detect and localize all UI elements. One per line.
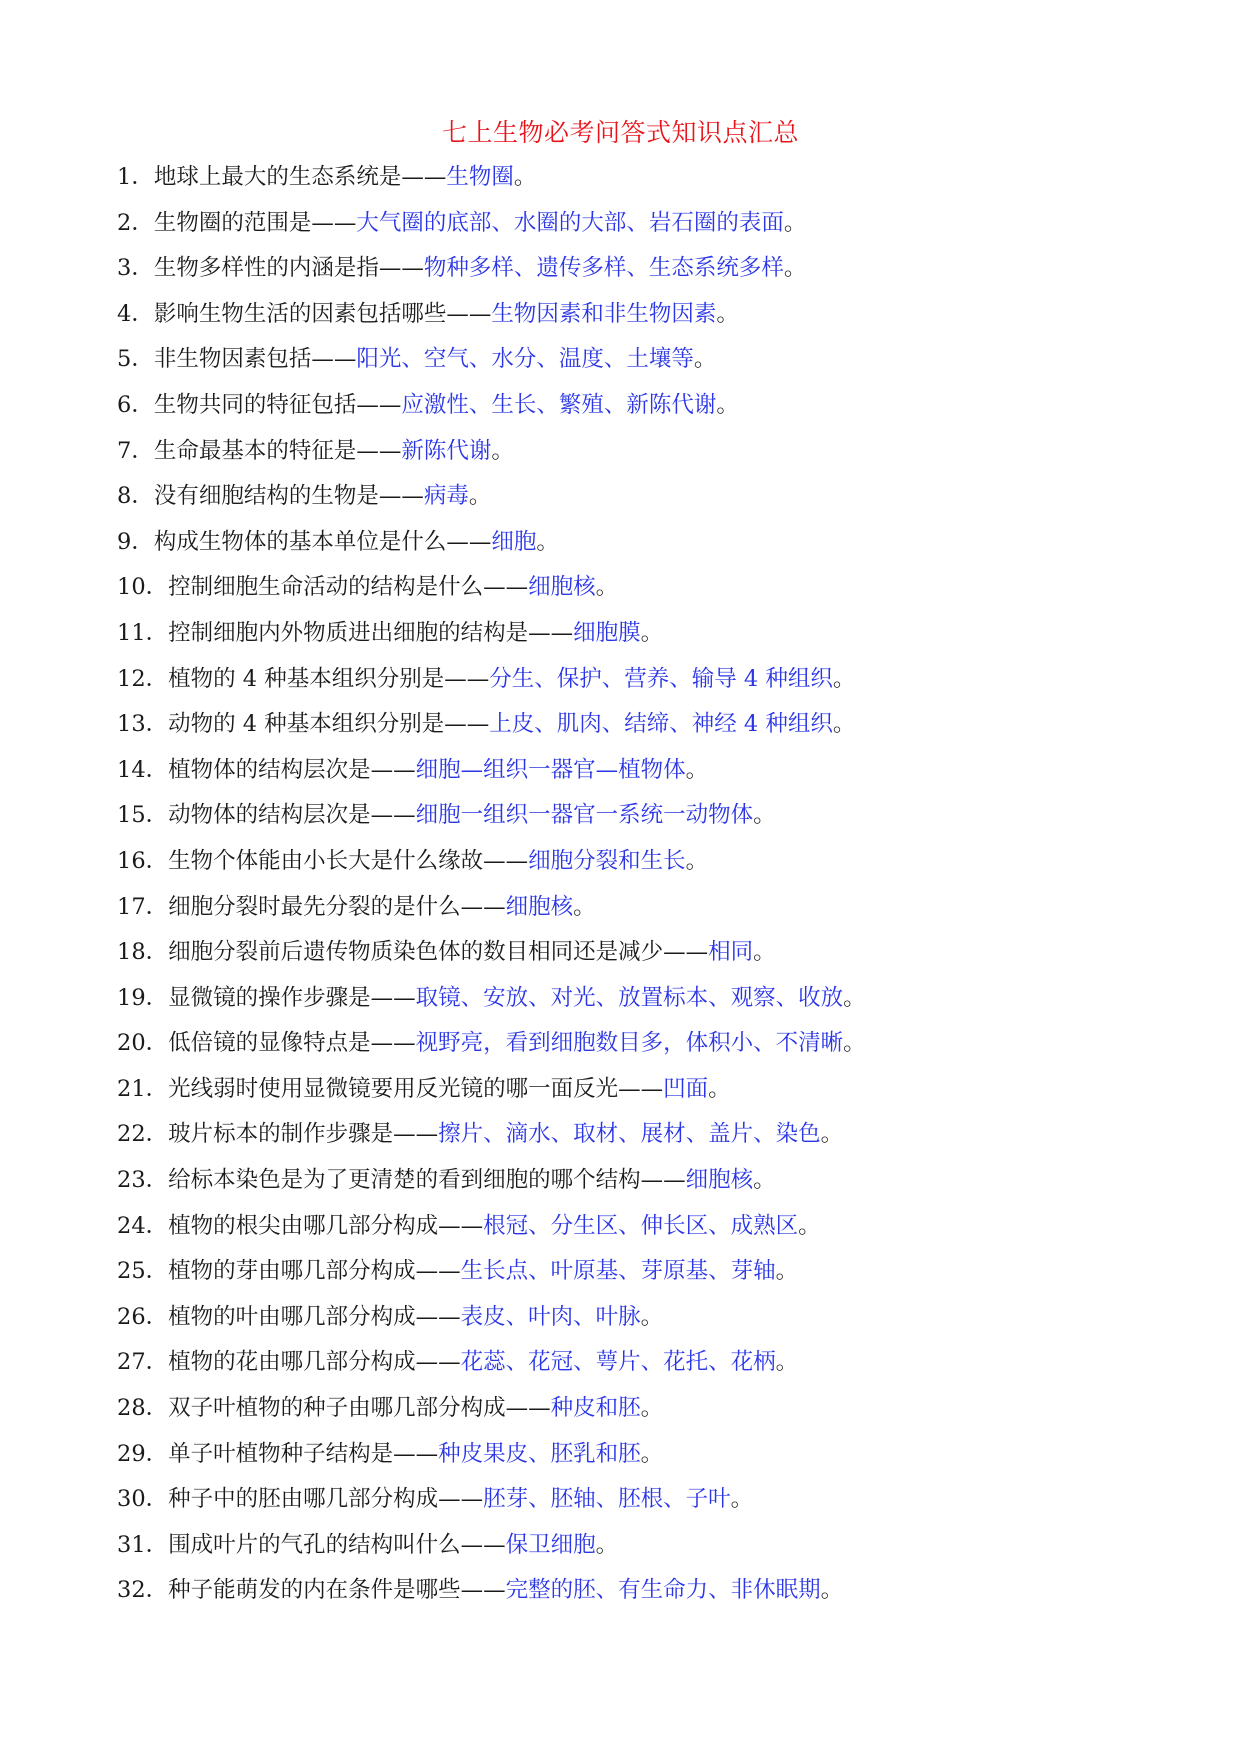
- end-punctuation: 。: [685, 847, 709, 874]
- end-punctuation: 。: [775, 1258, 799, 1285]
- end-punctuation: 。: [640, 1395, 664, 1422]
- end-punctuation: 。: [753, 802, 776, 829]
- item-number: 10．: [117, 574, 169, 601]
- question-text: 生物多样性的内涵是指——: [153, 255, 424, 282]
- qa-item: [117, 297, 1207, 343]
- answer-text: 种皮和胚: [550, 1395, 641, 1422]
- end-punctuation: 。: [708, 1075, 731, 1102]
- question-text: 显微镜的操作步骤是——: [168, 984, 416, 1011]
- end-punctuation: 。: [783, 209, 807, 236]
- question-text: 给标本染色是为了更清楚的看到细胞的哪个结构——: [168, 1167, 686, 1194]
- answer-text: 新陈代谢: [401, 437, 492, 464]
- answer-text: 应激性、生长、繁殖、新陈代谢: [401, 391, 717, 418]
- question-text: 细胞分裂前后遗传物质染色体的数目相同还是减少——: [168, 939, 709, 966]
- qa-item: [117, 662, 1207, 708]
- end-punctuation: 。: [832, 665, 856, 692]
- qa-item: [117, 935, 1207, 981]
- item-number: 4．: [117, 300, 154, 327]
- answer-text: 保卫细胞: [505, 1531, 596, 1558]
- question-text: 光线弱时使用显微镜要用反光镜的哪一面反光——: [168, 1075, 664, 1102]
- end-punctuation: 。: [640, 619, 664, 646]
- question-text: 生物个体能由小长大是什么缘故——: [168, 847, 529, 874]
- qa-item: [117, 1437, 1207, 1483]
- answer-text: 上皮、肌肉、结缔、神经 4 种组织: [489, 711, 833, 738]
- qa-item: [117, 525, 1207, 571]
- answer-text: 细胞分裂和生长: [528, 847, 686, 874]
- item-number: 15．: [117, 802, 169, 829]
- question-text: 构成生物体的基本单位是什么——: [153, 528, 492, 555]
- qa-item: [117, 1482, 1207, 1528]
- qa-item: [117, 1528, 1207, 1574]
- item-number: 26．: [117, 1303, 169, 1330]
- page-title: 七上生物必考问答式知识点汇总: [441, 118, 799, 147]
- end-punctuation: 。: [716, 300, 739, 327]
- item-number: 14．: [117, 756, 169, 783]
- answer-text: 相同: [708, 939, 754, 966]
- qa-item: [117, 1163, 1207, 1209]
- qa-item: [117, 890, 1207, 936]
- question-text: 植物的芽由哪几部分构成——: [168, 1258, 461, 1285]
- end-punctuation: 。: [573, 893, 596, 920]
- qa-item: [117, 342, 1207, 388]
- answer-text: 生长点、叶原基、芽原基、芽轴: [460, 1258, 776, 1285]
- question-text: 细胞分裂时最先分裂的是什么——: [168, 893, 506, 920]
- question-text: 影响生物生活的因素包括哪些——: [153, 300, 492, 327]
- qa-item: [117, 1254, 1207, 1300]
- item-number: 16．: [117, 847, 169, 874]
- item-number: 12．: [117, 665, 169, 692]
- question-text: 没有细胞结构的生物是——: [153, 483, 424, 510]
- answer-text: 生物因素和非生物因素: [491, 300, 717, 327]
- item-number: 9．: [117, 528, 154, 555]
- item-number: 7．: [117, 437, 154, 464]
- question-text: 控制细胞生命活动的结构是什么——: [168, 574, 529, 601]
- item-number: 8．: [117, 483, 154, 510]
- qa-list: [117, 160, 1207, 1619]
- qa-item: [117, 388, 1207, 434]
- item-number: 1．: [117, 164, 154, 190]
- answer-text: 细胞膜: [573, 619, 641, 646]
- question-text: 生物圈的范围是——: [153, 209, 357, 236]
- question-text: 植物的叶由哪几部分构成——: [168, 1303, 461, 1330]
- item-number: 29．: [117, 1440, 169, 1467]
- answer-text: 根冠、分生区、伸长区、成熟区: [483, 1212, 799, 1239]
- answer-text: 细胞核: [685, 1167, 754, 1194]
- end-punctuation: 。: [536, 528, 559, 555]
- end-punctuation: 。: [798, 1212, 821, 1239]
- question-text: 种子能萌发的内在条件是哪些——: [168, 1577, 506, 1604]
- item-number: 20．: [117, 1030, 169, 1057]
- qa-item: [117, 1117, 1207, 1163]
- qa-item: [117, 981, 1207, 1027]
- end-punctuation: 。: [716, 391, 739, 418]
- answer-text: 细胞一组织一器官一系统一动物体: [415, 802, 754, 829]
- question-text: 动物的 4 种基本组织分别是——: [168, 711, 490, 738]
- qa-item: [117, 206, 1207, 252]
- item-number: 31．: [117, 1531, 169, 1558]
- item-number: 5．: [117, 346, 154, 373]
- item-number: 11．: [117, 619, 169, 646]
- item-number: 13．: [117, 711, 169, 738]
- end-punctuation: 。: [730, 1486, 754, 1513]
- qa-item: [117, 616, 1207, 662]
- end-punctuation: 。: [783, 255, 807, 282]
- item-number: 6．: [117, 391, 154, 418]
- question-text: 种子中的胚由哪几部分构成——: [168, 1486, 484, 1513]
- item-number: 21．: [117, 1075, 169, 1102]
- end-punctuation: 。: [491, 437, 514, 464]
- item-number: 3．: [117, 255, 154, 282]
- item-number: 18．: [117, 939, 169, 966]
- answer-text: 种皮果皮、胚乳和胚: [438, 1440, 641, 1467]
- end-punctuation: 。: [468, 483, 492, 510]
- item-number: 32．: [117, 1577, 169, 1604]
- qa-item: [117, 434, 1207, 480]
- question-text: 地球上最大的生态系统是——: [153, 164, 447, 190]
- answer-text: 花蕊、花冠、萼片、花托、花柄: [460, 1349, 776, 1376]
- qa-item: [117, 1026, 1207, 1072]
- end-punctuation: 。: [775, 1349, 799, 1376]
- answer-text: 细胞核: [528, 574, 596, 601]
- answer-text: 凹面: [663, 1075, 709, 1102]
- qa-item: [117, 1072, 1207, 1118]
- end-punctuation: 。: [843, 984, 866, 1011]
- end-punctuation: 。: [595, 574, 619, 601]
- question-text: 植物的 4 种基本组织分别是——: [168, 665, 490, 692]
- item-number: 28．: [117, 1395, 169, 1422]
- qa-item: [117, 844, 1207, 890]
- item-number: 30．: [117, 1486, 169, 1513]
- qa-item: [117, 1391, 1207, 1437]
- item-number: 25．: [117, 1258, 169, 1285]
- item-number: 2．: [117, 209, 154, 236]
- end-punctuation: 。: [595, 1531, 619, 1558]
- question-text: 生命最基本的特征是——: [153, 437, 402, 464]
- answer-text: 物种多样、遗传多样、生态系统多样: [423, 255, 784, 282]
- end-punctuation: 。: [753, 1167, 776, 1194]
- answer-text: 病毒: [423, 483, 469, 510]
- qa-item: [117, 707, 1207, 753]
- question-text: 植物的花由哪几部分构成——: [168, 1349, 461, 1376]
- answer-text: 擦片、滴水、取材、展材、盖片、染色: [438, 1121, 821, 1148]
- end-punctuation: 。: [640, 1440, 664, 1467]
- answer-text: 阳光、空气、水分、温度、土壤等: [356, 346, 694, 373]
- qa-item: [117, 798, 1207, 844]
- answer-text: 表皮、叶肉、叶脉: [460, 1303, 641, 1330]
- answer-text: 细胞: [491, 528, 537, 555]
- answer-text: 胚芽、胚轴、胚根、子叶: [483, 1486, 731, 1513]
- question-text: 动物体的结构层次是——: [168, 802, 416, 829]
- answer-text: 完整的胚、有生命力、非休眠期: [505, 1577, 821, 1604]
- qa-item: [117, 753, 1207, 799]
- end-punctuation: 。: [843, 1030, 866, 1057]
- item-number: 17．: [117, 893, 169, 920]
- qa-item: [117, 1345, 1207, 1391]
- item-number: 23．: [117, 1167, 169, 1194]
- end-punctuation: 。: [513, 164, 537, 190]
- question-text: 双子叶植物的种子由哪几部分构成——: [168, 1395, 551, 1422]
- qa-item: [117, 1573, 1207, 1619]
- question-text: 玻片标本的制作步骤是——: [168, 1121, 439, 1148]
- item-number: 22．: [117, 1121, 169, 1148]
- end-punctuation: 。: [832, 711, 856, 738]
- question-text: 植物体的结构层次是——: [168, 756, 416, 783]
- answer-text: 细胞核: [505, 893, 574, 920]
- end-punctuation: 。: [820, 1577, 844, 1604]
- answer-text: 大气圈的底部、水圈的大部、岩石圈的表面: [356, 209, 784, 236]
- question-text: 低倍镜的显像特点是——: [168, 1030, 416, 1057]
- question-text: 控制细胞内外物质进出细胞的结构是——: [168, 619, 574, 646]
- answer-text: 视野亮，看到细胞数目多，体积小、不清晰: [415, 1030, 844, 1057]
- qa-item: [117, 1209, 1207, 1255]
- answer-text: 生物圈: [446, 164, 514, 190]
- qa-item: [117, 570, 1207, 616]
- question-text: 围成叶片的气孔的结构叫什么——: [168, 1531, 506, 1558]
- item-number: 27．: [117, 1349, 169, 1376]
- qa-item: [117, 1300, 1207, 1346]
- qa-item: [117, 160, 1207, 206]
- item-number: 19．: [117, 984, 169, 1011]
- item-number: 24．: [117, 1212, 169, 1239]
- answer-text: 分生、保护、营养、输导 4 种组织: [489, 665, 833, 692]
- qa-item: [117, 479, 1207, 525]
- end-punctuation: 。: [640, 1303, 664, 1330]
- end-punctuation: 。: [685, 756, 709, 783]
- question-text: 植物的根尖由哪几部分构成——: [168, 1212, 484, 1239]
- end-punctuation: 。: [820, 1121, 844, 1148]
- qa-item: [117, 251, 1207, 297]
- question-text: 非生物因素包括——: [153, 346, 357, 373]
- question-text: 生物共同的特征包括——: [153, 391, 402, 418]
- question-text: 单子叶植物种子结构是——: [168, 1440, 439, 1467]
- answer-text: 细胞—组织一器官—植物体: [415, 756, 686, 783]
- end-punctuation: 。: [693, 346, 717, 373]
- end-punctuation: 。: [753, 939, 776, 966]
- answer-text: 取镜、安放、对光、放置标本、观察、收放: [415, 984, 844, 1011]
